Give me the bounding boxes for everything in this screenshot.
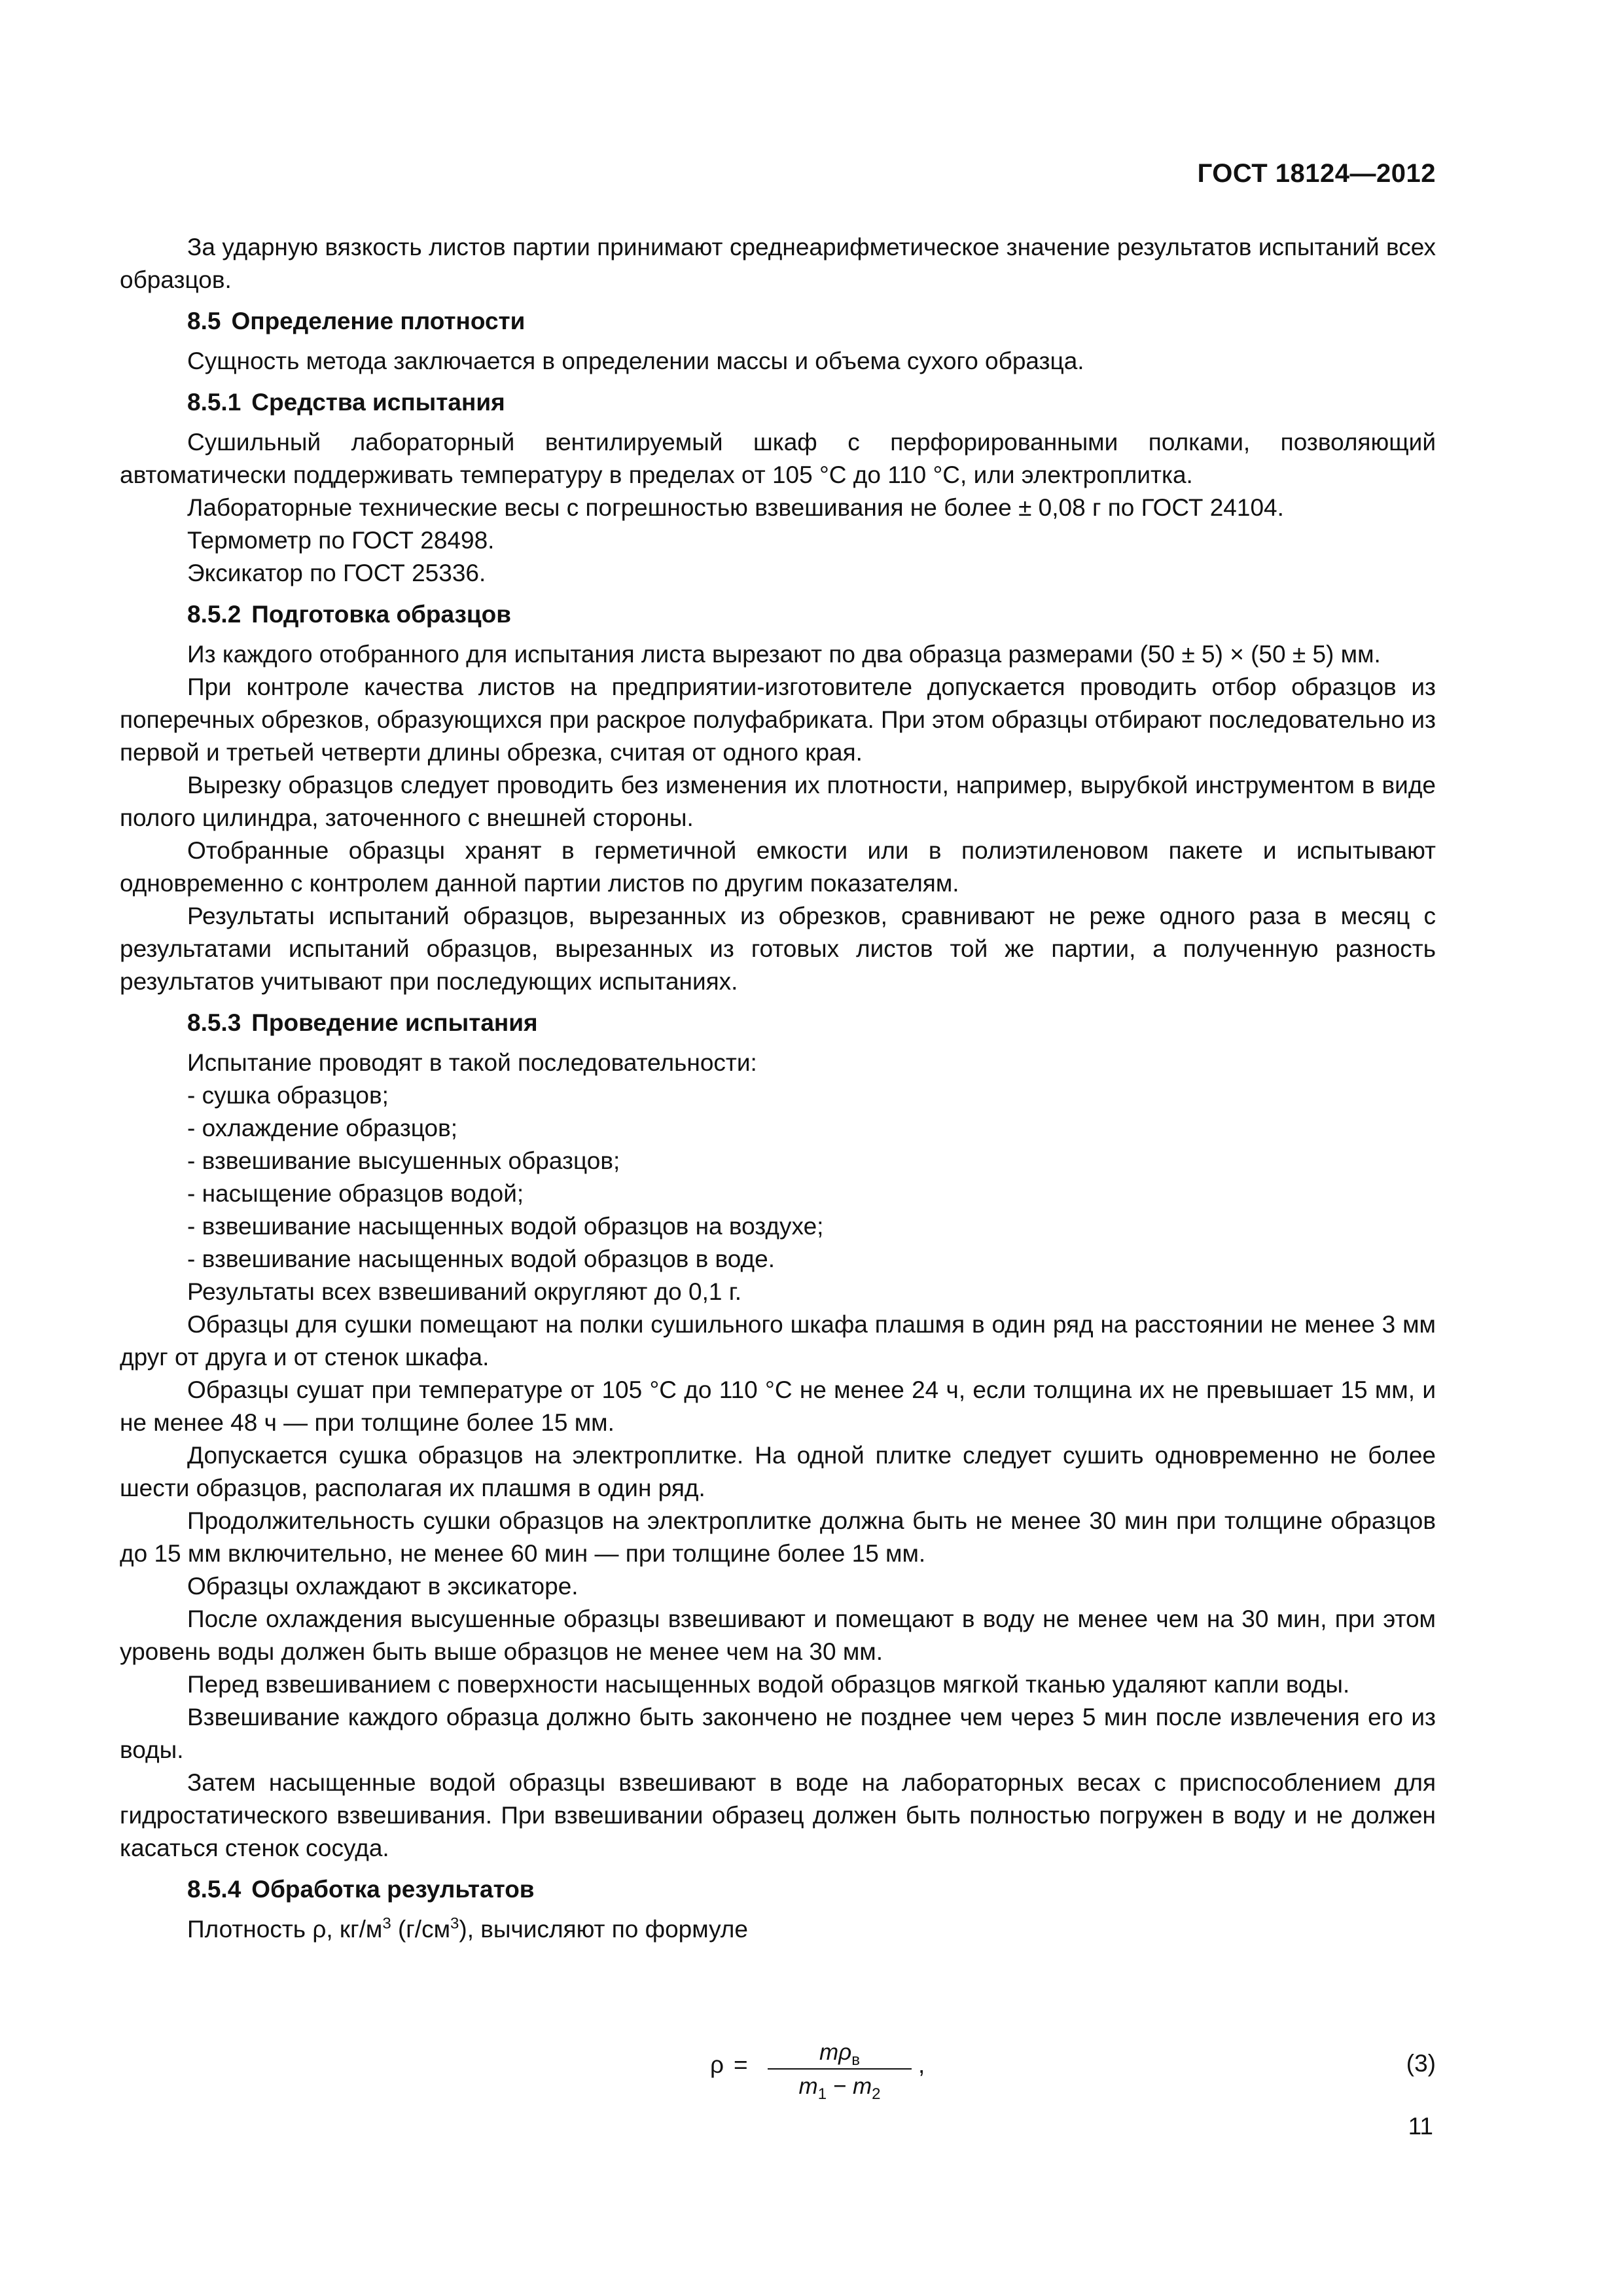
- section-heading-8-5-3: [187, 1007, 1436, 1039]
- section-number: 8.5: [187, 308, 221, 334]
- text-run: ), вычисляют по формуле: [459, 1916, 748, 1943]
- list-item: - взвешивание насыщенных водой образцов в воде.: [187, 1246, 775, 1272]
- page-number: 11: [1408, 2113, 1433, 2140]
- formula-equals: =: [734, 2051, 748, 2078]
- paragraph: Сущность метода заключается в определении массы и объема сухого образца.: [187, 348, 1084, 374]
- density-formula: [710, 2037, 946, 2115]
- section-heading-8-5-4: [187, 1873, 1436, 1906]
- section-number: 8.5.1: [187, 389, 241, 416]
- section-title: Обработка результатов: [251, 1876, 535, 1903]
- paragraph: Взвешивание каждого образца должно быть закончено не позднее чем через 5 мин после извлечения его из воды.: [120, 1704, 1436, 1763]
- paragraph: После охлаждения высушенные образцы взвешивают и помещают в воду не менее чем на 30 мин, при этом уровень воды должен быть выше образцов не менее чем на 30 мм.: [120, 1605, 1436, 1665]
- section-number: 8.5.4: [187, 1876, 241, 1903]
- formula-subscript: в: [851, 2051, 860, 2069]
- paragraph: Эксикатор по ГОСТ 25336.: [187, 560, 486, 586]
- formula-subscript: 2: [872, 2085, 881, 2103]
- section-title: Проведение испытания: [251, 1009, 538, 1036]
- page-body: [120, 231, 1436, 1946]
- paragraph: Из каждого отобранного для испытания листа вырезают по два образца размерами (50 ± 5) × (50 ± 5) мм.: [187, 641, 1381, 668]
- list-item: - взвешивание насыщенных водой образцов на воздухе;: [187, 1213, 824, 1240]
- section-number: 8.5.3: [187, 1009, 241, 1036]
- document-id-header: ГОСТ 18124—2012: [1197, 159, 1436, 188]
- paragraph: Перед взвешиванием с поверхности насыщенных водой образцов мягкой тканью удаляют капли воды.: [187, 1671, 1350, 1698]
- superscript: 3: [450, 1914, 459, 1933]
- paragraph: Результаты всех взвешиваний округляют до 0,1 г.: [187, 1278, 741, 1305]
- section-title: Определение плотности: [231, 308, 526, 334]
- section-number: 8.5.2: [187, 601, 241, 628]
- formula-subscript: 1: [817, 2085, 827, 2103]
- formula-denominator: [764, 2070, 916, 2104]
- list-item: - насыщение образцов водой;: [187, 1180, 524, 1207]
- paragraph: Термометр по ГОСТ 28498.: [187, 527, 495, 554]
- formula-fraction: [764, 2037, 916, 2104]
- text-run: Плотность ρ, кг/м: [187, 1916, 383, 1943]
- formula-operator: −: [827, 2073, 853, 2099]
- formula-var: ρ: [838, 2039, 852, 2065]
- list-item: - взвешивание высушенных образцов;: [187, 1147, 620, 1174]
- formula-var: m: [852, 2073, 872, 2099]
- list-item: - охлаждение образцов;: [187, 1115, 458, 1141]
- equation-number: (3): [1406, 2050, 1436, 2077]
- paragraph: Отобранные образцы хранят в герметичной емкости или в полиэтиленовом пакете и испытывают одновременно с контролем данной партии листов по другим показателям.: [120, 837, 1436, 897]
- formula-numerator: [764, 2037, 916, 2068]
- paragraph: Затем насыщенные водой образцы взвешивают в воде на лабораторных весах с приспособлением для гидростатического взвешивания. При взвешивании образец должен быть полностью погружен в воду и не должен касаться стенок сосуда.: [120, 1769, 1436, 1861]
- paragraph: Результаты испытаний образцов, вырезанных из обрезков, сравнивают не реже одного раза в месяц с результатами испытаний образцов, вырезанных из готовых листов той же партии, а полученную разность результатов учитывают при последующих испытаниях.: [120, 903, 1436, 995]
- paragraph: Образцы охлаждают в эксикаторе.: [187, 1573, 579, 1600]
- paragraph: Продолжительность сушки образцов на электроплитке должна быть не менее 30 мин при толщине образцов до 15 мм включительно, не менее 60 мин — при толщине более 15 мм.: [120, 1507, 1436, 1567]
- section-heading-8-5-2: [187, 598, 1436, 631]
- intro-paragraph: За ударную вязкость листов партии принимают среднеарифметическое значение результатов испытаний всех образцов.: [120, 234, 1436, 293]
- paragraph: Испытание проводят в такой последовательности:: [187, 1049, 757, 1076]
- formula-intro-paragraph: [120, 1913, 1436, 1946]
- paragraph: Образцы сушат при температуре от 105 °С до 110 °С не менее 24 ч, если толщина их не превышает 15 мм, и не менее 48 ч — при толщине более 15 мм.: [120, 1376, 1436, 1436]
- section-heading-8-5-1: [187, 386, 1436, 419]
- formula-comma: ,: [918, 2051, 925, 2078]
- section-title: Средства испытания: [251, 389, 505, 416]
- paragraph: При контроле качества листов на предприятии-изготовителе допускается проводить отбор образцов из поперечных обрезков, образующихся при раскрое полуфабриката. При этом образцы отбирают последовательно из первой и третьей четверти длины обрезка, считая от одного края.: [120, 673, 1436, 766]
- paragraph: Лабораторные технические весы с погрешностью взвешивания не более ± 0,08 г по ГОСТ 24104.: [187, 494, 1284, 521]
- superscript: 3: [382, 1914, 391, 1933]
- formula-var: m: [798, 2073, 818, 2099]
- paragraph: Допускается сушка образцов на электроплитке. На одной плитке следует сушить одновременно не более шести образцов, располагая их плашмя в один ряд.: [120, 1442, 1436, 1501]
- paragraph: Сушильный лабораторный вентилируемый шкаф с перфорированными полками, позволяющий автоматически поддерживать температуру в пределах от 105 °С до 110 °С, или электроплитка.: [120, 429, 1436, 488]
- text-run: (г/см: [391, 1916, 451, 1943]
- formula-var: m: [819, 2039, 839, 2065]
- section-heading-8-5: [187, 305, 1436, 338]
- formula-lhs: ρ: [710, 2051, 724, 2078]
- section-title: Подготовка образцов: [251, 601, 512, 628]
- paragraph: Вырезку образцов следует проводить без изменения их плотности, например, вырубкой инструментом в виде полого цилиндра, заточенного с внешней стороны.: [120, 772, 1436, 831]
- list-item: - сушка образцов;: [187, 1082, 389, 1109]
- paragraph: Образцы для сушки помещают на полки сушильного шкафа плашмя в один ряд на расстоянии не менее 3 мм друг от друга и от стенок шкафа.: [120, 1311, 1436, 1371]
